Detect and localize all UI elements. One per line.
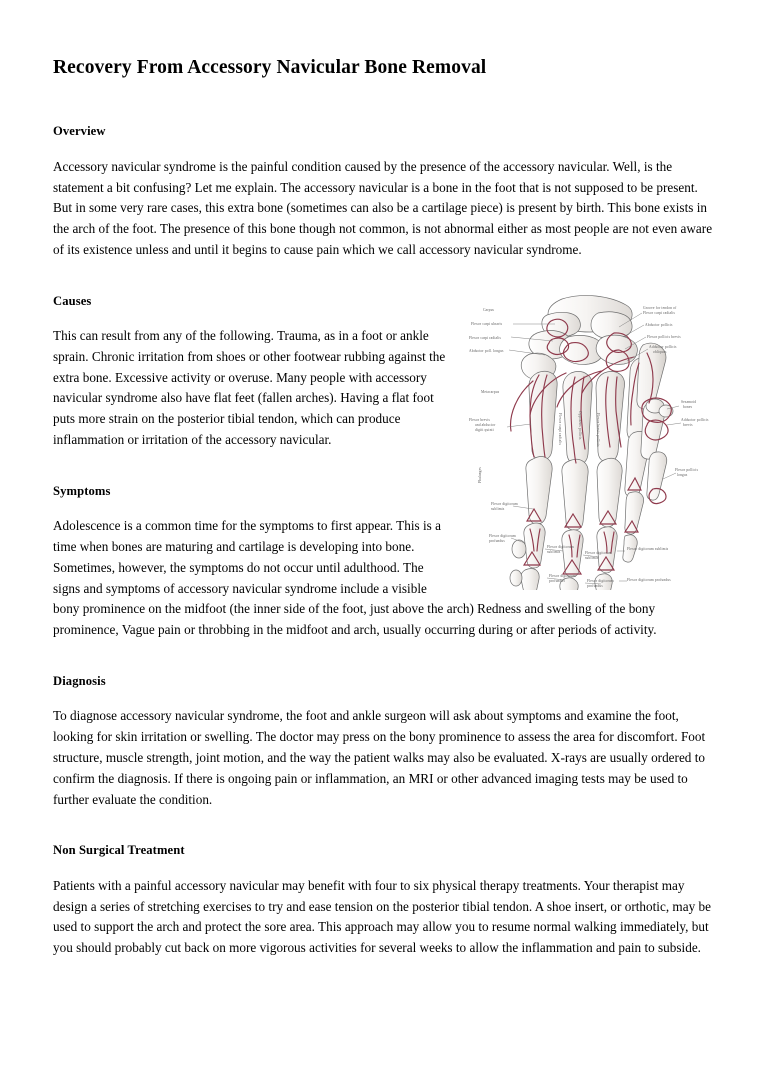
- svg-text:Carpus: Carpus: [483, 307, 495, 312]
- svg-text:Flexor brevis pollicis: Flexor brevis pollicis: [596, 412, 600, 447]
- svg-text:and abductor: and abductor: [475, 422, 496, 427]
- svg-text:Flexor carpi radialis: Flexor carpi radialis: [469, 335, 502, 340]
- svg-text:Adductor pollicis: Adductor pollicis: [649, 344, 677, 349]
- svg-text:Flexor carpi ulnaris: Flexor carpi ulnaris: [471, 321, 503, 326]
- section-paragraph-causes: This can result from any of the following. Trauma, as in a foot or ankle sprain. Chronic irritation from shoes or other footwear rubbing against the extra bone. Excessive activity or overuse. Many people with accessory navicular syndrome also have flat feet (fallen arches). Having a flat foot puts more strain on the posterior tibial tendon, which can produce inflammation or irritation of the accessory navicular.: [53, 328, 446, 448]
- svg-text:sublimis: sublimis: [585, 555, 599, 560]
- svg-text:Flexor digitorum: Flexor digitorum: [491, 501, 518, 506]
- section-paragraph-overview: Accessory navicular syndrome is the painful condition caused by the presence of the accessory navicular. Well, is the statement a bit confusing? Let me explain. The accessory navicular is a bone in the foot that is not supposed to be present. But in some very rare cases, this extra bone (sometimes can also be a cartilage piece) is present by birth. This bone exists in the arch of the foot. The presence of this bone though not common, is not abnormal either as most people are not even aware of its existence unless and until it begins to cause pain which we call accessory navicular syndrome.: [53, 158, 713, 257]
- svg-text:Adductor pollicis: Adductor pollicis: [681, 417, 709, 422]
- section-heading-non-surgical-treatment: Non Surgical Treatment: [53, 843, 185, 858]
- section-paragraph-diagnosis: To diagnose accessory navicular syndrome, the foot and ankle surgeon will ask about symptoms and examine the foot, looking for skin irritation or swelling. The doctor may press on the bony prominence to assess the area for discomfort. Foot structure, muscle strength, joint motion, and the way the patient walks may also be evaluated. X-rays are usually ordered to confirm the diagnosis. If there is ongoing pain or inflammation, an MRI or other advanced imaging tests may be used to further evaluate the condition.: [53, 708, 706, 807]
- svg-text:sublimis: sublimis: [547, 549, 561, 554]
- spacer: [53, 140, 717, 157]
- svg-text:profundus: profundus: [587, 583, 603, 588]
- svg-text:Phalanges: Phalanges: [478, 466, 482, 483]
- svg-text:profundus: profundus: [489, 538, 505, 543]
- svg-text:Flexor digitorum: Flexor digitorum: [547, 544, 574, 549]
- svg-text:digiti quinti: digiti quinti: [475, 427, 494, 432]
- svg-text:sublimis: sublimis: [491, 506, 505, 511]
- svg-text:Flexor digitorum: Flexor digitorum: [587, 578, 614, 583]
- svg-text:profundus: profundus: [549, 578, 565, 583]
- spacer: [53, 261, 717, 293]
- spacer: [53, 641, 717, 673]
- spacer: [53, 810, 717, 842]
- document-content: [53, 56, 717, 959]
- section-heading-causes: Causes: [53, 293, 92, 308]
- svg-text:Flexor digitorum profundus: Flexor digitorum profundus: [627, 577, 671, 582]
- svg-text:Flexor digitorum: Flexor digitorum: [489, 533, 516, 538]
- section-heading-symptoms: Symptoms: [53, 483, 111, 498]
- svg-text:Flexor brevis: Flexor brevis: [469, 417, 491, 422]
- svg-text:Flexor digitorum: Flexor digitorum: [585, 550, 612, 555]
- svg-text:Flexor digitorum: Flexor digitorum: [549, 573, 576, 578]
- section-heading-diagnosis: Diagnosis: [53, 674, 106, 688]
- svg-text:Abductor pollicis: Abductor pollicis: [645, 322, 673, 327]
- page-title: Recovery From Accessory Navicular Bone Removal: [53, 57, 487, 78]
- svg-text:Sesamoid: Sesamoid: [681, 399, 697, 404]
- spacer: [53, 689, 717, 706]
- svg-text:brevis: brevis: [683, 422, 693, 427]
- svg-text:Flexor carpi radialis: Flexor carpi radialis: [558, 412, 562, 445]
- svg-text:Abductor poll. longus: Abductor poll. longus: [469, 348, 504, 353]
- svg-text:bones: bones: [683, 404, 693, 409]
- spacer: [53, 859, 717, 876]
- hand-skeleton-anatomy-illustration: [467, 293, 717, 590]
- svg-text:Flexor pollicis: Flexor pollicis: [675, 467, 699, 472]
- svg-text:Groove for tendon of: Groove for tendon of: [643, 305, 677, 310]
- section-paragraph-symptoms: Adolescence is a common time for the symptoms to first appear. This is a time when bones are maturing and cartilage is developing into bone. Sometimes, however, the symptoms do not occur until adulthood. The signs and symptoms of accessory navicular syndrome include a visible bony prominence on the midfoot (the inner side of the foot, just above the arch) Redness and swelling of the bony prominence, Vague pain or throbbing in the midfoot and arch, usually occurring during or after periods of activity.: [53, 518, 657, 638]
- section-paragraph-non-surgical-treatment: Patients with a painful accessory navicular may benefit with four to six physical therapy treatments. Your therapist may design a series of stretching exercises to try and ease tension on the posterior tibial tendon. A shoe insert, or orthotic, may be used to support the arch and protect the sore area. This approach may allow you to resume normal walking immediately, but you should probably cut back on more vigorous activities for several weeks to allow the inflammation and pain to subside.: [53, 877, 711, 956]
- spacer: [53, 80, 717, 123]
- svg-text:Opponens pollicis: Opponens pollicis: [578, 410, 582, 440]
- svg-text:Flexor carpi radialis: Flexor carpi radialis: [643, 310, 676, 315]
- svg-text:Flexor pollicis brevis: Flexor pollicis brevis: [647, 334, 681, 339]
- svg-text:Metacarpus: Metacarpus: [481, 389, 500, 394]
- section-heading-overview: Overview: [53, 124, 106, 139]
- svg-text:Flexor digitorum sublimis: Flexor digitorum sublimis: [627, 546, 669, 551]
- svg-text:obliquus: obliquus: [653, 349, 667, 354]
- svg-text:longus: longus: [677, 472, 688, 477]
